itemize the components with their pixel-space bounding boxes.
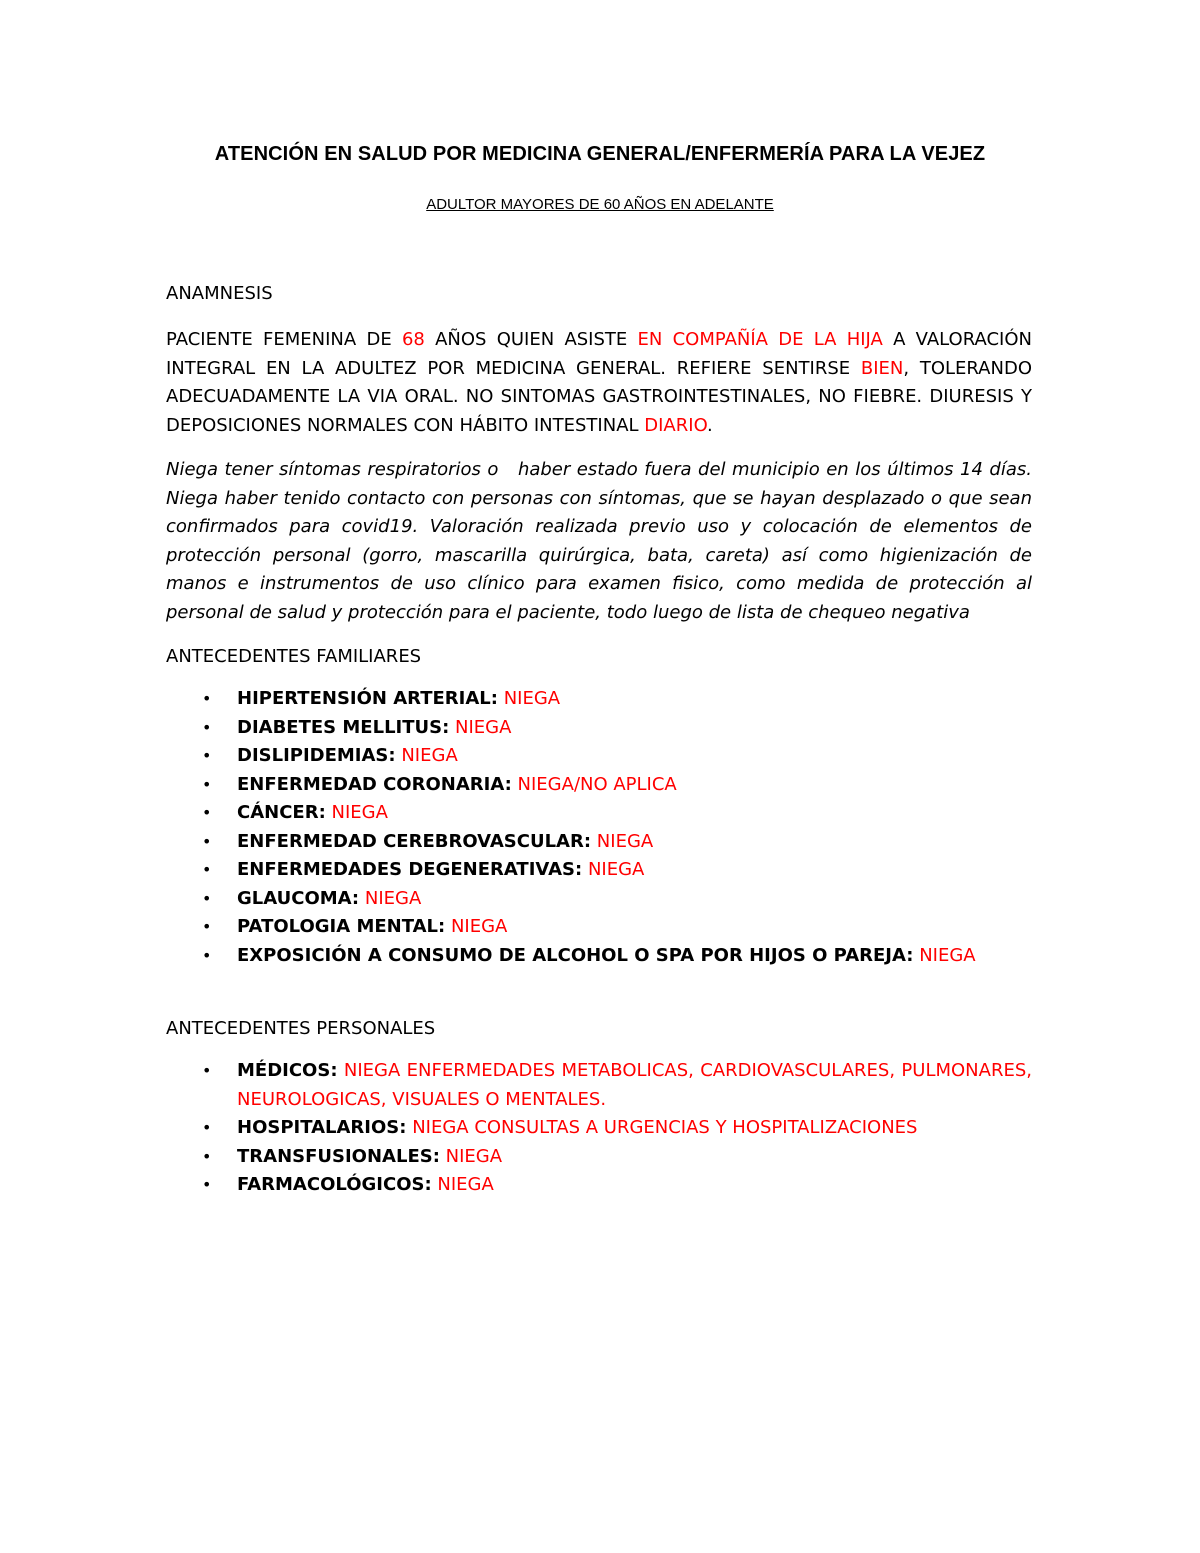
list-item — [166, 771, 1032, 800]
list-item — [166, 885, 1032, 914]
item-label: FARMACOLÓGICOS: — [237, 1174, 432, 1195]
bullet-icon: • — [202, 888, 212, 908]
item-value: NIEGA — [596, 830, 654, 852]
item-label: GLAUCOMA: — [237, 887, 360, 909]
list-item — [166, 1057, 1032, 1114]
bowel-habit: DIARIO — [644, 414, 708, 436]
item-label: CÁNCER: — [237, 802, 326, 823]
list-item — [166, 942, 1032, 971]
patient-companion: EN COMPAÑÍA DE LA HIJA — [637, 329, 883, 350]
item-value: NIEGA/NO APLICA — [517, 773, 677, 795]
list-item — [166, 714, 1032, 743]
anamnesis-text: A VALORACIÓN INTEGRAL EN LA ADULTEZ POR MEDICINA GENERAL. REFIERE SENTIRSE — [166, 329, 1032, 379]
item-value: NIEGA — [455, 716, 512, 738]
bullet-icon: • — [202, 945, 212, 965]
personal-history-list — [166, 1057, 1032, 1200]
item-value: NIEGA — [919, 944, 976, 966]
patient-age: 68 — [401, 329, 425, 350]
list-item — [166, 742, 1032, 771]
bullet-icon: • — [202, 1061, 212, 1080]
item-label: MÉDICOS: — [237, 1060, 338, 1081]
list-item — [166, 913, 1032, 942]
item-value: NIEGA — [331, 802, 388, 823]
anamnesis-text: . — [707, 414, 713, 436]
item-label: HOSPITALARIOS: — [237, 1117, 407, 1138]
item-label: ENFERMEDAD CORONARIA: — [237, 773, 512, 795]
item-label: DIABETES MELLITUS: — [237, 716, 450, 738]
patient-feeling: BIEN — [860, 357, 904, 379]
list-item — [166, 1171, 1032, 1200]
bullet-icon: • — [202, 860, 212, 879]
item-value: NIEGA — [445, 1145, 503, 1167]
family-history-list — [166, 685, 1032, 970]
document-title: ATENCIÓN EN SALUD POR MEDICINA GENERAL/ENFERMERÍA PARA LA VEJEZ — [214, 143, 986, 165]
bullet-icon: • — [202, 1146, 212, 1166]
item-label: ENFERMEDAD CEREBROVASCULAR: — [237, 830, 592, 852]
bullet-icon: • — [202, 774, 212, 794]
item-label: ENFERMEDADES DEGENERATIVAS: — [237, 859, 583, 880]
bullet-icon: • — [202, 917, 212, 936]
item-label: EXPOSICIÓN A CONSUMO DE ALCOHOL O SPA POR HIJOS O PAREJA: — [237, 944, 914, 966]
bullet-icon: • — [202, 689, 212, 708]
anamnesis-text: PACIENTE FEMENINA DE — [166, 329, 402, 350]
item-value: NIEGA — [587, 859, 645, 880]
anamnesis-text: AÑOS QUIEN ASISTE — [424, 329, 638, 350]
bullet-icon: • — [202, 746, 212, 765]
personal-history-heading: ANTECEDENTES PERSONALES — [166, 1018, 436, 1039]
anamnesis-heading: ANAMNESIS — [166, 283, 273, 304]
item-value: NIEGA — [401, 745, 458, 766]
covid-screening-paragraph: Niega tener síntomas respiratorios o haber estado fuera del municipio en los últimos 14 días. Niega haber tenido contacto con personas con síntomas, que se hayan desplazado o que sean confirmados para covid19. Valoración realizada previo uso y colocación de elementos de protección personal (gorro, mascarilla quirúrgica, bata, careta) así como higienización de manos e instrumentos de uso clínico para examen fisico, como medida de protección al personal de salud y protección para el paciente, todo luego de lista de chequeo negativa — [166, 459, 1038, 623]
item-label: TRANSFUSIONALES: — [237, 1145, 440, 1167]
list-item — [166, 856, 1032, 885]
bullet-icon: • — [202, 803, 212, 822]
item-value: NIEGA — [503, 688, 561, 709]
document-subtitle: ADULTOR MAYORES DE 60 AÑOS EN ADELANTE — [426, 196, 774, 213]
anamnesis-paragraph — [166, 326, 1032, 440]
item-value: NIEGA — [437, 1174, 494, 1195]
anamnesis-text: , TOLERANDO ADECUADAMENTE LA VIA ORAL. NO SINTOMAS GASTROINTESTINALES, NO FIEBRE. DIURESIS Y DEPOSICIONES NORMALES CON HÁBITO INTESTINAL — [166, 357, 1032, 436]
item-label: HIPERTENSIÓN ARTERIAL: — [237, 688, 498, 709]
item-label: PATOLOGIA MENTAL: — [237, 916, 446, 937]
item-value: NIEGA — [364, 887, 422, 909]
list-item — [166, 828, 1032, 857]
bullet-icon: • — [202, 1118, 212, 1137]
family-history-heading: ANTECEDENTES FAMILIARES — [166, 646, 422, 667]
bullet-icon: • — [202, 1175, 212, 1194]
list-item — [166, 1114, 1032, 1143]
bullet-icon: • — [202, 717, 212, 737]
bullet-icon: • — [202, 831, 212, 851]
item-label: DISLIPIDEMIAS: — [237, 745, 396, 766]
list-item — [166, 685, 1032, 714]
document-body — [166, 280, 1038, 1200]
list-item — [166, 1143, 1032, 1172]
item-value: NIEGA CONSULTAS A URGENCIAS Y HOSPITALIZACIONES — [412, 1117, 918, 1138]
list-item — [166, 799, 1032, 828]
item-value: NIEGA — [450, 916, 508, 937]
item-value: NIEGA ENFERMEDADES METABOLICAS, CARDIOVASCULARES, PULMONARES, NEUROLOGICAS, VISUALES O MENTALES. — [237, 1060, 1032, 1110]
